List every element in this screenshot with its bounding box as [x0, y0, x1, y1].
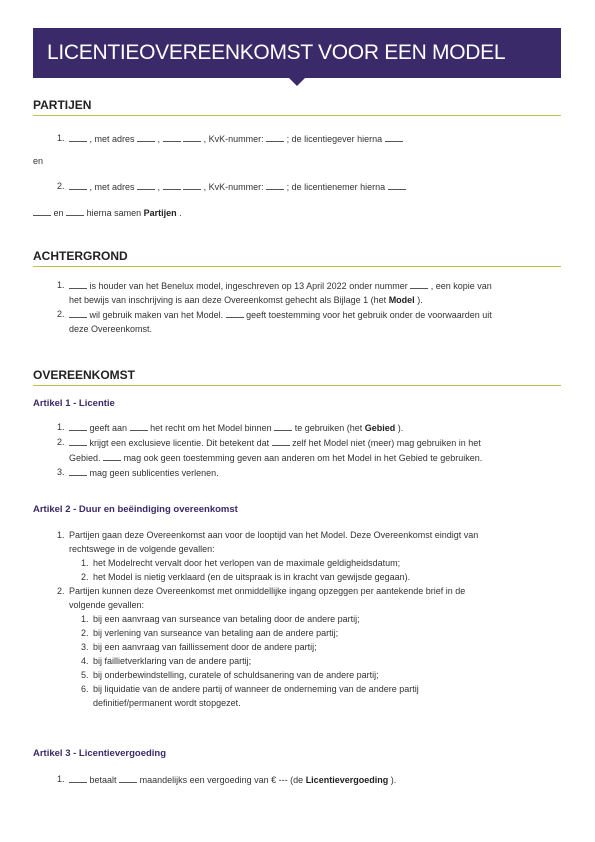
article-2-item-1-sublist — [69, 556, 562, 584]
achtergrond-list — [57, 278, 562, 336]
article-3-item-1: 1. betaalt maandelijks een vergoeding van € --- (de Licentievergoeding ). — [57, 774, 397, 785]
sub-item: 3. bij een aanvraag van faillissement door de andere partij; — [81, 642, 317, 652]
article-1-heading: Artikel 1 - Licentie — [33, 398, 115, 409]
partij-text: , met adres , , KvK-nummer: ; de licentienemer hierna — [69, 182, 406, 192]
sub-item: 2. bij verlening van surseance van betaling aan de andere partij; — [81, 628, 339, 638]
achtergrond-item-1: 1. is houder van het Benelux model, ingeschreven op 13 April 2022 onder nummer , een kopie van het bewijs van inschrijving is aan deze Overeenkomst gehecht als Bijlage 1 (het Model ). — [57, 280, 492, 305]
sub-item: 1. bij een aanvraag van surseance van betaling door de andere partij; — [81, 614, 360, 624]
achtergrond-item-2: 2. wil gebruik maken van het Model. geeft toestemming voor het gebruik onder de voorwaarden uit deze Overeenkomst. — [57, 309, 492, 334]
article-1-item-1: 1. geeft aan het recht om het Model binnen te gebruiken (het Gebied ). — [57, 422, 404, 433]
article-2-list — [57, 528, 562, 710]
article-3-list — [57, 772, 562, 787]
partijen-list-1 — [57, 131, 403, 146]
partij-item-2: 2. , met adres , , KvK-nummer: ; de licentienemer hierna — [57, 179, 406, 194]
sub-item: 6. bij liquidatie van de andere partij of wanneer de onderneming van de andere partij definitief/permanent wordt stopgezet. — [81, 684, 419, 708]
article-2-item-2-sublist — [69, 612, 562, 710]
article-1-item-2: 2. krijgt een exclusieve licentie. Dit betekent dat zelf het Model niet (meer) mag gebruiken in het Gebied. mag ook geen toestemming geven aan anderen om het Model in het Gebied te gebruiken. — [57, 437, 483, 463]
article-1-list — [57, 420, 562, 480]
samen-text: en hierna samen Partijen . — [33, 205, 182, 220]
sub-item: 4. bij faillietverklaring van de andere partij; — [81, 656, 252, 666]
en-text: en — [33, 156, 44, 166]
section-heading-achtergrond: ACHTERGROND — [33, 248, 561, 267]
document-title: LICENTIEOVEREENKOMST VOOR EEN MODEL — [47, 41, 506, 64]
article-3-heading: Artikel 3 - Licentievergoeding — [33, 748, 167, 759]
partij-item-1: 1. , met adres , , KvK-nummer: ; de licentiegever hierna — [57, 131, 403, 146]
title-banner — [33, 28, 561, 78]
banner-notch — [289, 78, 305, 86]
sub-item: 2. het Model is nietig verklaard (en de uitspraak is in kracht van gewijsde gegaan). — [81, 572, 411, 582]
section-heading-partijen: PARTIJEN — [33, 97, 561, 116]
partij-text: , met adres , , KvK-nummer: ; de licentiegever hierna — [69, 134, 403, 144]
article-2-heading: Artikel 2 - Duur en beëindiging overeenkomst — [33, 504, 238, 515]
article-2-item-1: 1. Partijen gaan deze Overeenkomst aan voor de looptijd van het Model. Deze Overeenkomst eindigt van rechtswege in de volgende gevallen: 1. het Modelrecht vervalt door het verlopen van de maximale geldigheidsdatum; 2. het Model is nietig verklaard (en de uitspraak is in kracht van gewijsde gegaan). — [57, 528, 562, 584]
partijen-list-2 — [57, 179, 406, 194]
article-2-item-2: 2. Partijen kunnen deze Overeenkomst met onmiddellijke ingang opzeggen per aantekende brief in de volgende gevallen: 1. bij een aanvraag van surseance van betaling door de andere partij; 2. bij verlening van surseance van betaling aan de andere partij; 3. bij een aanvraag van faillissement door de andere partij; 4. bij faillietverklaring van de andere partij; 5. bij onderbewindstelling, curatele of schuldsanering van de andere partij; 6. bij liquidatie van de andere partij of wanneer de onderneming van de andere partij definitief/permanent wordt stopgezet. — [57, 584, 562, 710]
article-1-item-3: 3. mag geen sublicenties verlenen. — [57, 467, 219, 478]
section-heading-overeenkomst: OVEREENKOMST — [33, 367, 561, 386]
sub-item: 5. bij onderbewindstelling, curatele of schuldsanering van de andere partij; — [81, 670, 379, 680]
partijen-defined-term: Partijen — [143, 208, 177, 218]
sub-item: 1. het Modelrecht vervalt door het verlopen van de maximale geldigheidsdatum; — [81, 558, 401, 568]
